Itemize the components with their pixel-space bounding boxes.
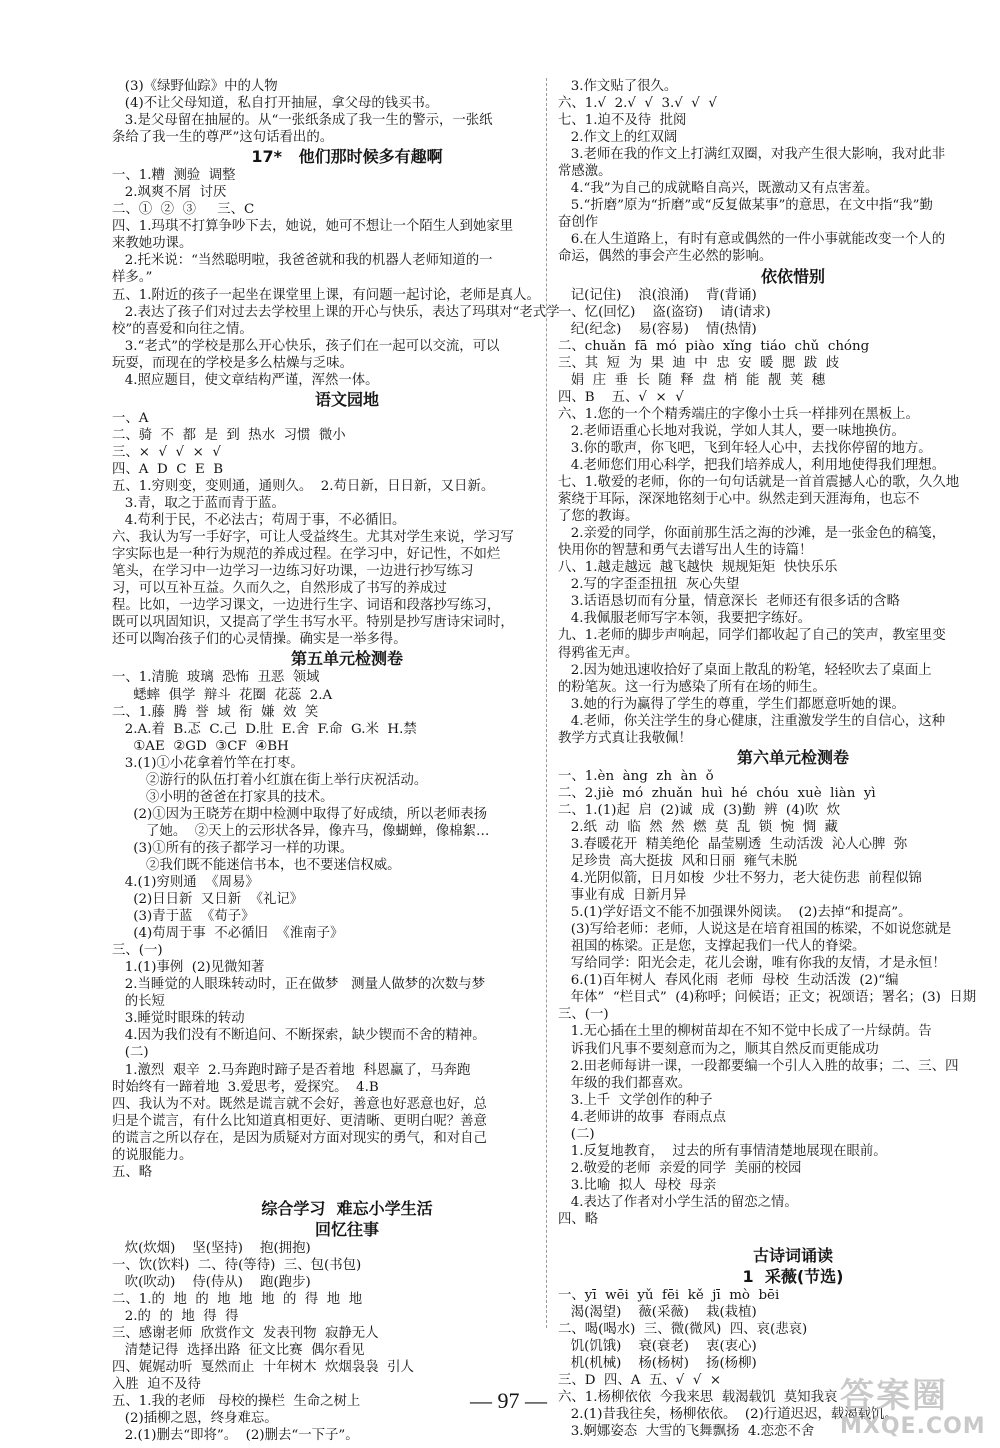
answer-line: 4.表达了作者对小学生活的留恋之情。 (558, 1194, 798, 1210)
answer-line: (3)写给老师：老师，人说这是在培育祖国的栋梁，不如说您就是 (558, 922, 952, 938)
answer-line: 3.“老式”的学校是那么开心快乐，孩子们在一起可以交流，可以 (112, 338, 500, 354)
answer-line: 事业有成 日新月异 (558, 888, 687, 904)
right-column (558, 78, 1000, 1441)
answer-line: 五、1.我的老师 母校的操栏 生命之树上 (112, 1394, 361, 1410)
answer-line: 渴(渴望) 薇(采薇) 栽(栽植) (558, 1305, 757, 1321)
section-heading: 第六单元检测卷 (736, 747, 849, 767)
answer-line: 一、1.糟 测验 调整 (112, 168, 236, 184)
answer-line: 2.的 的 地 得 得 (112, 1309, 239, 1325)
column-divider (546, 78, 547, 1328)
answer-line: 2.纸 动 临 然 然 燃 莫 乱 锁 惋 惆 藏 (558, 819, 838, 835)
answer-line: ③小明的爸爸在打家具的技术。 (112, 789, 334, 805)
answer-line: 1.无心插在土里的柳树苗却在不知不觉中长成了一片绿荫。告 (558, 1024, 932, 1040)
answer-line: 清楚记得 选择出路 征文比赛 偶尔看见 (112, 1343, 365, 1359)
answer-line: (2)插柳之恩，终身难忘。 (112, 1411, 278, 1427)
answer-line: 3.是父母留在抽屉的。从“一张纸条成了我一生的警示，一张纸 (112, 113, 493, 129)
answer-line: ①AE ②GD ③CF ④BH (112, 738, 289, 754)
answer-line: 二、1.的 地 的 地 地 地 的 得 地 地 (112, 1292, 363, 1308)
answer-line: 3.老师在我的作文上打满红双圈，对我产生很大影响，我对此非 (558, 147, 946, 163)
answer-line: 教学方式真让我敬佩！ (558, 730, 692, 746)
answer-line: 3.青，取之于蓝而青于蓝。 (112, 496, 285, 512)
answer-line: 字实际也是一种行为规范的养成过程。在学习中，好记性，不如烂 (112, 547, 501, 563)
watermark-logo: 答案圈 MXQE.COM (840, 1376, 986, 1439)
answer-line: 写给同学：阳光会走，花儿会谢，唯有你我的友情，才是永恒！ (558, 956, 946, 972)
answer-line: 2.作文上的红双阔 (558, 130, 678, 146)
answer-line: 纪(纪念) 易(容易) 情(热情) (558, 321, 757, 337)
answer-line: 1.激烈 艰辛 2.马奔跑时蹄子是否着地 科恩赢了，马奔跑 (112, 1062, 471, 1078)
answer-line: 五、1.穷则变，变则通，通则久。 2.苟日新，日日新，又日新。 (112, 478, 495, 494)
answer-line: 样多。” (112, 270, 153, 286)
answer-line: 3.(1)①小花拿着竹竿在打枣。 (112, 755, 304, 771)
answer-line: 4.老师，你关注学生的身心健康，注重激发学生的自信心，这种 (558, 713, 946, 729)
section-heading: 回忆往事 (314, 1219, 379, 1239)
answer-line: 3.作文贴了很久。 (558, 79, 678, 94)
answer-line: 三、(一) (558, 1007, 609, 1023)
spacer (112, 1181, 582, 1198)
answer-line: 1.(1)事例 (2)见微知著 (112, 960, 265, 976)
answer-line: 4.苟利于民，不必法古；苟周于事，不必循旧。 (112, 513, 406, 529)
answer-line: 4.(1)穷则通 《周易》 (112, 875, 259, 891)
answer-line: 一、A (112, 410, 149, 426)
answer-line: 一、yī wēi yǔ fēi kě jī mò bēi (558, 1288, 780, 1304)
answer-line: 3.她的行为赢得了学生的尊重，学生们都愿意听她的课。 (558, 696, 905, 712)
answer-line: 一、1.清脆 玻璃 恐怖 丑恶 领域 (112, 670, 320, 686)
answer-line: 的谎言之所以存在，是因为质疑对方面对现实的勇气，和对自己 (112, 1130, 487, 1146)
answer-line: 四、1.玛琪不打算争吵下去，她说，她可不想让一个陌生人到她家里 (112, 219, 514, 235)
answer-line: 六、1.您的一个个精秀端庄的字像小士兵一样排列在黑板上。 (558, 406, 919, 422)
answer-line: 诉我们凡事不要刻意而为之，顺其自然反而更能成功 (558, 1041, 879, 1057)
page-number: — 97 — (470, 1388, 547, 1413)
answer-line: 二、① ② ③ 三、C (112, 202, 255, 218)
answer-line: 快用你的智慧和勇气去谱写出人生的诗篇！ (558, 543, 813, 559)
answer-line: 校”的喜爱和向往之情。 (112, 321, 253, 337)
answer-line: 时始终有一蹄着地 3.爱思考，爱探究。 4.B (112, 1079, 379, 1095)
answer-line: ②我们既不能迷信书本，也不要迷信权威。 (112, 857, 401, 873)
section-heading: 1 采薇(节选) (742, 1267, 844, 1287)
answer-line: 祖国的栋梁。正是您，支撑起我们一代人的脊梁。 (558, 939, 866, 955)
answer-line: 四、B 五、√ × √ (558, 389, 684, 405)
answer-line: 6.在人生道路上，有时有意或偶然的一件小事就能改变一个人的 (558, 232, 946, 248)
answer-line: 3.春暖花开 精美绝伦 晶莹剔透 生动活泼 沁人心脾 弥 (558, 836, 908, 852)
answer-line: 九、1.老师的脚步声响起，同学们都收起了自己的笑声，教室里变 (558, 628, 946, 644)
answer-line: 常感激。 (558, 164, 612, 180)
answer-line: 吹(吹动) 侍(侍从) 跑(跑步) (112, 1275, 311, 1290)
answer-line: (4)苟周于事 不必循旧 《淮南子》 (112, 926, 344, 942)
answer-line: (2)日日新 又日新 《礼记》 (112, 892, 304, 908)
answer-line: 4.老师讲的故事 春雨点点 (558, 1109, 726, 1125)
section-heading: 依依惜别 (760, 266, 825, 286)
answer-line: 二、chuǎn fā mó piào xǐng tiáo chǔ chóng (558, 338, 870, 354)
answer-line: 2.写的字歪歪扭扭 灰心失望 (558, 577, 740, 593)
answer-line: 三、(一) (112, 943, 163, 959)
answer-line: 2.飒爽不屑 讨厌 (112, 185, 227, 201)
answer-line: 二、1.藤 腾 誉 域 衔 嫌 效 笑 (112, 704, 319, 720)
answer-line: 七、1.迫不及待 批阅 (558, 113, 687, 129)
answer-line: 二、骑 不 都 是 到 热水 习惯 微小 (112, 427, 346, 443)
answer-line: 七、1.敬爱的老师，你的一句句话就是一首首震撼人心的歌，久久地 (558, 475, 960, 491)
answer-line: 了她。 ②天上的云形状各异，像卉马，像蝴蝉，像棉絮… (112, 823, 490, 839)
answer-line: 八、1.越走越远 越飞越快 规规矩矩 快快乐乐 (558, 560, 838, 576)
answer-line: 三、× √ √ × √ (112, 444, 221, 460)
answer-line: 玩耍，而现在的学校是多么枯燥与乏味。 (112, 355, 354, 371)
answer-line: 年级的我们都喜欢。 (558, 1075, 692, 1091)
answer-line: 2.敬爱的老师 亲爱的同学 美丽的校园 (558, 1160, 802, 1176)
answer-line: 4.因为我们没有不断追问、不断探索，缺少锲而不舍的精神。 (112, 1028, 486, 1044)
section-heading: 第五单元检测卷 (290, 649, 403, 669)
answer-line: 5.(1)学好语文不能不加强课外阅读。 (2)去掉“和提高”。 (558, 905, 912, 921)
answer-line: 六、1.√ 2.√ √ 3.√ √ √ (558, 96, 717, 112)
answer-line: 既可以巩固知识，又提高了学生书写水平。特别是抄写唐诗宋词时， (112, 615, 514, 631)
answer-line: 五、略 (112, 1164, 153, 1180)
answer-line: 二、2.jiè mó zhuǎn huì hé chóu xuè liàn yì (558, 785, 876, 801)
answer-line: (4)不让父母知道，私自打开抽屉，拿父母的钱买书。 (112, 96, 439, 112)
answer-line: 2.表达了孩子们对过去去学校里上课的开心与快乐，表达了玛琪对“老式学 (112, 304, 560, 320)
answer-line: 来教她功课。 (112, 236, 193, 252)
answer-line: 程。比如，一边学习课文，一边进行生字、词语和段落抄写练习， (112, 598, 501, 614)
answer-line: 六、1.杨柳依依 今我来思 载渴载饥 莫知我哀 (558, 1390, 838, 1406)
answer-line: (3)《绿野仙踪》中的人物 (112, 79, 278, 94)
answer-line: 记(记住) 浪(浪涌) 背(背诵) (558, 287, 757, 303)
answer-line: 机(机械) 杨(杨树) 扬(杨柳) (558, 1356, 757, 1372)
answer-line: 足珍贵 高大挺拔 风和日丽 雍气未脱 (558, 854, 798, 870)
answer-line: 2.田老师每讲一课，一段都要编一个引人入胜的故事；二、三、四 (558, 1058, 959, 1074)
answer-line: (二) (112, 1045, 149, 1061)
answer-line: 一、忆(回忆) 盗(盗窃) 请(请求) (558, 304, 771, 320)
answer-line: 1.反复地教育， 过去的所有事情清楚地展现在眼前。 (558, 1143, 887, 1159)
answer-line: 年体” “栏目式” (4)称呼；问候语；正文；祝颂语；署名；(3) 日期 (558, 990, 977, 1006)
answer-line: 3.婀娜姿态 大雪的飞舞飘扬 4.恋恋不舍 (558, 1424, 815, 1440)
answer-line: 六、我认为写一手好字，可让人受益终生。尤其对学生来说，学习写 (112, 530, 514, 546)
answer-line: 娟 庄 垂 长 随 释 盘 梢 能 靓 荚 穗 (558, 372, 826, 388)
answer-line: 3.比喻 拟人 母校 母亲 (558, 1177, 717, 1193)
answer-line: (3)①所有的孩子都学习一样的功课。 (112, 840, 354, 856)
answer-line: 3.睡觉时眼珠的转动 (112, 1011, 245, 1027)
answer-line: 二、喝(喝水) 三、微(微风) 四、哀(悲哀) (558, 1322, 808, 1338)
answer-line: (3)青于蓝 《荀子》 (112, 909, 255, 925)
answer-line: 4.照应题目，使文章结构严谨，浑然一体。 (112, 372, 379, 388)
answer-line: 蟋蟀 俱学 辩斗 花圈 花蕊 2.A (112, 687, 333, 703)
answer-line: 条给了我一生的尊严”这句话看出的。 (112, 130, 334, 146)
section-heading: 综合学习 难忘小学生活 (261, 1198, 433, 1218)
answer-line: ②游行的队伍打着小红旗在街上举行庆祝活动。 (112, 772, 428, 788)
answer-line: 二、1.(1)起 启 (2)诚 成 (3)勤 辨 (4)吹 炊 (558, 802, 841, 818)
answer-line: 命运，偶然的事会产生必然的影响。 (558, 249, 773, 265)
section-heading: 17* 他们那时候多有趣啊 (251, 147, 443, 167)
answer-line: 4.我佩服老师写字本领，我要把字练好。 (558, 611, 812, 627)
answer-line: 的说服能力。 (112, 1147, 193, 1163)
answer-line: 2.(1)删去“即将”。 (2)删去“一下子”。 (112, 1428, 359, 1444)
answer-line: 炊(炊烟) 坚(坚持) 抱(拥抱) (112, 1240, 311, 1256)
answer-line: 2.亲爱的同学，你面前那生活之海的沙滩，是一张金色的稿笺， (558, 526, 946, 542)
answer-line: 三、感谢老师 欣赏作文 发表刊物 寂静无人 (112, 1326, 379, 1342)
answer-line: 一、饮(饮料) 二、待(等待) 三、包(书包) (112, 1257, 362, 1273)
answer-line: 习，可以互补互益。久而久之，自然形成了书写的养成过 (112, 581, 447, 597)
answer-line: 了您的教诲。 (558, 509, 639, 525)
answer-line: 4.“我”为自己的成就略自高兴，既激动又有点害羞。 (558, 181, 879, 197)
answer-line: 饥(饥饿) 衰(衰老) 衷(衷心) (558, 1339, 757, 1355)
answer-line: 笔头，在学习中一边学习一边练习好功课，一边进行抄写练习 (112, 564, 474, 580)
answer-line: 入胜 迫不及待 (112, 1377, 201, 1393)
answer-line: 3.你的歌声，你飞吧，飞到年轻人心中，去找你停留的地方。 (558, 440, 932, 456)
answer-line: (二) (558, 1126, 595, 1142)
answer-line: 2.托米说：“当然聪明啦，我爸爸就和我的机器人老师知道的一 (112, 253, 493, 269)
answer-line: 四、A D C E B (112, 461, 224, 477)
answer-line: 5.“折磨”原为“折磨”或“反复做某事”的意思，在文中指“我”勤 (558, 198, 933, 214)
left-column (112, 78, 582, 1444)
answer-line: 得鸦雀无声。 (558, 645, 639, 661)
answer-line: 归是个谎言，有什么比知道真相更好、更清晰、更明白呢？善意 (112, 1113, 487, 1129)
answer-line: 的长短 (112, 994, 165, 1010)
answer-line: 4.光阴似箭，日月如梭 少壮不努力，老大徒伤悲 前程似锦 (558, 871, 922, 887)
answer-line: 6.(1)百年树人 春风化雨 老师 母校 生动活泼 (2)“编 (558, 973, 899, 989)
answer-line: 2.(1)昔我往矣，杨柳依依。 (2)行道迟迟，载渴载饥。 (558, 1407, 898, 1423)
answer-line: 奋创作 (558, 215, 599, 231)
answer-line: 五、1.附近的孩子一起坐在课堂里上课，有问题一起讨论，老师是真人。 (112, 287, 540, 303)
answer-line: (2)①因为王晓芳在期中检测中取得了好成绩，所以老师表扬 (112, 806, 488, 822)
answer-line: 2.A.着 B.忑 C.己 D.肚 E.舍 F.命 G.米 H.禁 (112, 721, 417, 737)
answer-line: 四、我认为不对。既然是谎言就不会好，善意也好恶意也好，总 (112, 1096, 487, 1112)
section-heading: 语文园地 (314, 389, 379, 409)
answer-line: 萦绕于耳际，深深地铭刻于心中。纵然走到天涯海角，也忘不 (558, 492, 920, 508)
answer-line: 一、1.èn àng zh àn ǒ (558, 768, 714, 784)
answer-line: 四、略 (558, 1212, 599, 1227)
answer-line: 2.老师语重心长地对我说，学如人其人，要一味地换仿。 (558, 423, 905, 439)
answer-line: 还可以陶冶孩子们的心灵情操。确实是一举多得。 (112, 632, 407, 648)
answer-line: 3.话语恳切而有分量，情意深长 老师还有很多话的含略 (558, 594, 901, 610)
spacer (558, 1228, 1000, 1245)
answer-line: 4.老师您们用心科学，把我们培养成人，利用地使得我们理想。 (558, 457, 946, 473)
answer-line: 2.当睡觉的人眼珠转动时，正在做梦 测量人做梦的次数与梦 (112, 977, 486, 993)
answer-line: 3.上千 文学创作的种子 (558, 1092, 713, 1108)
answer-line: 三、其 短 为 果 迪 中 忠 安 暖 腮 跋 歧 (558, 355, 840, 371)
answer-line: 三、D 四、A 五、√ √ × (558, 1373, 722, 1389)
answer-line: 四、娓娓动听 戛然而止 十年树木 炊烟袅袅 引人 (112, 1360, 414, 1376)
answer-line: 2.因为她迅速收拾好了桌面上散乱的粉笔，轻轻吹去了桌面上 (558, 662, 932, 678)
answer-line: 的粉笔灰。这一行为感染了所有在场的师生。 (558, 679, 826, 695)
section-heading: 古诗词诵读 (752, 1246, 833, 1266)
